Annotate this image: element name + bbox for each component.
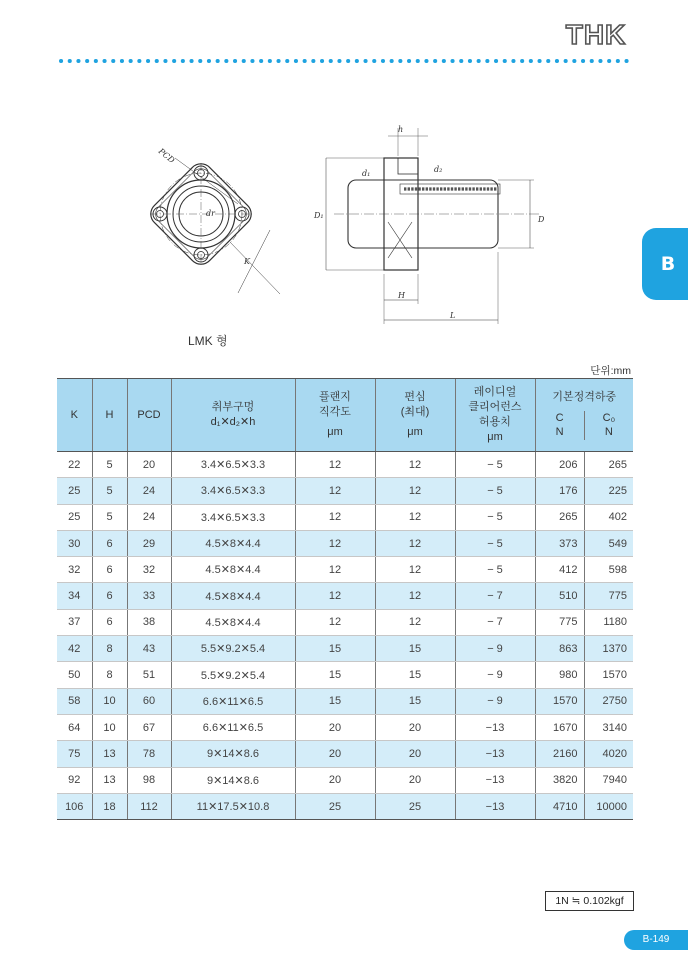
table-row	[57, 688, 633, 714]
cell-radial-clearance: − 5	[455, 478, 535, 504]
header-dotted-rule	[58, 58, 634, 64]
cell-mount-hole: 6.6✕11✕6.5	[171, 714, 295, 740]
cell-h: 8	[92, 636, 127, 662]
cell-radial-clearance: − 5	[455, 452, 535, 478]
table-row	[57, 767, 633, 793]
cell-radial-clearance: − 7	[455, 609, 535, 635]
cell-h: 6	[92, 557, 127, 583]
cell-eccentricity: 12	[375, 609, 455, 635]
unit-note: 단위:mm	[590, 365, 631, 377]
D1-label: D₁	[314, 211, 324, 220]
cell-c: 863	[535, 636, 584, 662]
cell-h: 13	[92, 741, 127, 767]
cell-c0: 265	[584, 452, 633, 478]
spec-table-body	[57, 452, 633, 820]
cell-c: 3820	[535, 767, 584, 793]
cell-pcd: 24	[127, 504, 171, 530]
cell-radial-clearance: −13	[455, 793, 535, 819]
table-row	[57, 583, 633, 609]
table-row	[57, 741, 633, 767]
cell-k: 34	[57, 583, 92, 609]
cell-flange-squareness: 12	[295, 530, 375, 556]
cell-radial-clearance: −13	[455, 767, 535, 793]
cell-c0: 3140	[584, 714, 633, 740]
cell-pcd: 33	[127, 583, 171, 609]
D-label: D	[538, 215, 545, 224]
table-row	[57, 714, 633, 740]
cell-mount-hole: 3.4✕6.5✕3.3	[171, 478, 295, 504]
table-row	[57, 530, 633, 556]
cell-mount-hole: 4.5✕8✕4.4	[171, 583, 295, 609]
unit-conversion-note: 1N ≒ 0.102kgf	[545, 891, 634, 911]
h-small-label: h	[398, 125, 404, 134]
cell-flange-squareness: 20	[295, 741, 375, 767]
cell-pcd: 60	[127, 688, 171, 714]
cell-k: 58	[57, 688, 92, 714]
cell-flange-squareness: 25	[295, 793, 375, 819]
cell-flange-squareness: 12	[295, 504, 375, 530]
cell-mount-hole: 5.5✕9.2✕5.4	[171, 662, 295, 688]
cell-flange-squareness: 12	[295, 557, 375, 583]
cell-k: 25	[57, 504, 92, 530]
cell-pcd: 78	[127, 741, 171, 767]
cell-radial-clearance: − 5	[455, 504, 535, 530]
cell-eccentricity: 12	[375, 478, 455, 504]
cell-h: 10	[92, 714, 127, 740]
cell-c: 510	[535, 583, 584, 609]
cell-c: 1570	[535, 688, 584, 714]
table-row	[57, 662, 633, 688]
table-row	[57, 557, 633, 583]
cell-pcd: 98	[127, 767, 171, 793]
cell-flange-squareness: 20	[295, 714, 375, 740]
cell-c0: 1570	[584, 662, 633, 688]
H-label: H	[398, 291, 405, 300]
cell-h: 6	[92, 583, 127, 609]
cell-pcd: 67	[127, 714, 171, 740]
cell-radial-clearance: − 5	[455, 530, 535, 556]
cell-c: 206	[535, 452, 584, 478]
col-radial-clearance: 레이디얼 클리어런스 허용치 μm	[455, 379, 535, 452]
cell-c0: 1180	[584, 609, 633, 635]
cell-c: 1670	[535, 714, 584, 740]
cell-c: 265	[535, 504, 584, 530]
cell-pcd: 20	[127, 452, 171, 478]
cell-c: 4710	[535, 793, 584, 819]
cell-k: 50	[57, 662, 92, 688]
cell-c0: 1370	[584, 636, 633, 662]
cell-k: 32	[57, 557, 92, 583]
cell-flange-squareness: 20	[295, 767, 375, 793]
cell-c: 980	[535, 662, 584, 688]
cell-radial-clearance: − 7	[455, 583, 535, 609]
cell-radial-clearance: − 9	[455, 662, 535, 688]
cell-c0: 7940	[584, 767, 633, 793]
cell-pcd: 112	[127, 793, 171, 819]
cell-pcd: 38	[127, 609, 171, 635]
cell-c0: 4020	[584, 741, 633, 767]
dr-label: dr	[206, 209, 215, 218]
cell-h: 5	[92, 452, 127, 478]
section-tab-label: B	[660, 253, 676, 275]
cell-mount-hole: 4.5✕8✕4.4	[171, 557, 295, 583]
cell-eccentricity: 15	[375, 636, 455, 662]
col-pcd: PCD	[127, 379, 171, 452]
cell-h: 5	[92, 504, 127, 530]
cell-k: 25	[57, 478, 92, 504]
cell-eccentricity: 12	[375, 452, 455, 478]
cell-k: 37	[57, 609, 92, 635]
cell-pcd: 24	[127, 478, 171, 504]
col-basic-load-rating: 기본정격하중 C N C₀ N	[535, 379, 633, 452]
cell-c: 775	[535, 609, 584, 635]
cell-h: 18	[92, 793, 127, 819]
front-view	[146, 158, 280, 294]
cell-k: 92	[57, 767, 92, 793]
cell-eccentricity: 15	[375, 662, 455, 688]
cell-k: 106	[57, 793, 92, 819]
cell-radial-clearance: − 9	[455, 688, 535, 714]
cell-c0: 775	[584, 583, 633, 609]
table-header-row	[57, 379, 633, 452]
col-h: H	[92, 379, 127, 452]
cell-radial-clearance: − 5	[455, 557, 535, 583]
cell-mount-hole: 3.4✕6.5✕3.3	[171, 452, 295, 478]
cell-flange-squareness: 15	[295, 636, 375, 662]
cell-pcd: 29	[127, 530, 171, 556]
cell-flange-squareness: 12	[295, 452, 375, 478]
cell-c: 373	[535, 530, 584, 556]
d2-label: d₂	[434, 165, 443, 174]
cell-eccentricity: 12	[375, 504, 455, 530]
table-row	[57, 793, 633, 819]
table-row	[57, 478, 633, 504]
col-mount-hole: 취부구멍 d₁✕d₂✕h	[171, 379, 295, 452]
figure-caption: LMK 형	[188, 334, 228, 348]
cell-pcd: 32	[127, 557, 171, 583]
pcd-label: PCD	[156, 146, 177, 166]
cell-radial-clearance: − 9	[455, 636, 535, 662]
cell-mount-hole: 4.5✕8✕4.4	[171, 530, 295, 556]
cell-pcd: 43	[127, 636, 171, 662]
cell-eccentricity: 25	[375, 793, 455, 819]
table-row	[57, 609, 633, 635]
cell-eccentricity: 12	[375, 530, 455, 556]
thk-logo	[560, 20, 632, 48]
table-row	[57, 636, 633, 662]
cell-eccentricity: 20	[375, 741, 455, 767]
cell-eccentricity: 15	[375, 688, 455, 714]
d1-label: d₁	[362, 169, 371, 178]
cell-h: 8	[92, 662, 127, 688]
col-eccentricity: 편심 (최대) μm	[375, 379, 455, 452]
cell-mount-hole: 9✕14✕8.6	[171, 767, 295, 793]
cell-c0: 402	[584, 504, 633, 530]
side-view	[326, 128, 540, 324]
cell-flange-squareness: 15	[295, 688, 375, 714]
cell-c: 412	[535, 557, 584, 583]
cell-c: 176	[535, 478, 584, 504]
cell-h: 13	[92, 767, 127, 793]
cell-k: 75	[57, 741, 92, 767]
cell-c0: 10000	[584, 793, 633, 819]
col-k: K	[57, 379, 92, 452]
cell-k: 30	[57, 530, 92, 556]
cell-k: 22	[57, 452, 92, 478]
cell-c0: 225	[584, 478, 633, 504]
cell-flange-squareness: 12	[295, 609, 375, 635]
cell-radial-clearance: −13	[455, 741, 535, 767]
thk-logo-text: THK	[565, 20, 627, 48]
cell-h: 6	[92, 609, 127, 635]
cell-c0: 549	[584, 530, 633, 556]
cell-k: 64	[57, 714, 92, 740]
cell-radial-clearance: −13	[455, 714, 535, 740]
cell-mount-hole: 4.5✕8✕4.4	[171, 609, 295, 635]
cell-eccentricity: 12	[375, 583, 455, 609]
cell-flange-squareness: 12	[295, 583, 375, 609]
cell-eccentricity: 20	[375, 714, 455, 740]
cell-flange-squareness: 12	[295, 478, 375, 504]
spec-table	[57, 378, 633, 820]
lmk-drawing	[120, 118, 560, 333]
cell-mount-hole: 11✕17.5✕10.8	[171, 793, 295, 819]
table-row	[57, 452, 633, 478]
cell-eccentricity: 12	[375, 557, 455, 583]
cell-pcd: 51	[127, 662, 171, 688]
cell-flange-squareness: 15	[295, 662, 375, 688]
cell-h: 10	[92, 688, 127, 714]
cell-h: 5	[92, 478, 127, 504]
cell-mount-hole: 5.5✕9.2✕5.4	[171, 636, 295, 662]
cell-eccentricity: 20	[375, 767, 455, 793]
cell-c0: 598	[584, 557, 633, 583]
col-flange-squareness: 플랜지 직각도 μm	[295, 379, 375, 452]
cell-h: 6	[92, 530, 127, 556]
cell-c: 2160	[535, 741, 584, 767]
page-number: B-149	[624, 930, 688, 950]
cell-mount-hole: 3.4✕6.5✕3.3	[171, 504, 295, 530]
cell-mount-hole: 6.6✕11✕6.5	[171, 688, 295, 714]
cell-c0: 2750	[584, 688, 633, 714]
section-tab	[642, 228, 688, 300]
L-label: L	[450, 311, 456, 320]
table-row	[57, 504, 633, 530]
cell-k: 42	[57, 636, 92, 662]
k-label: K	[244, 257, 250, 266]
cell-mount-hole: 9✕14✕8.6	[171, 741, 295, 767]
